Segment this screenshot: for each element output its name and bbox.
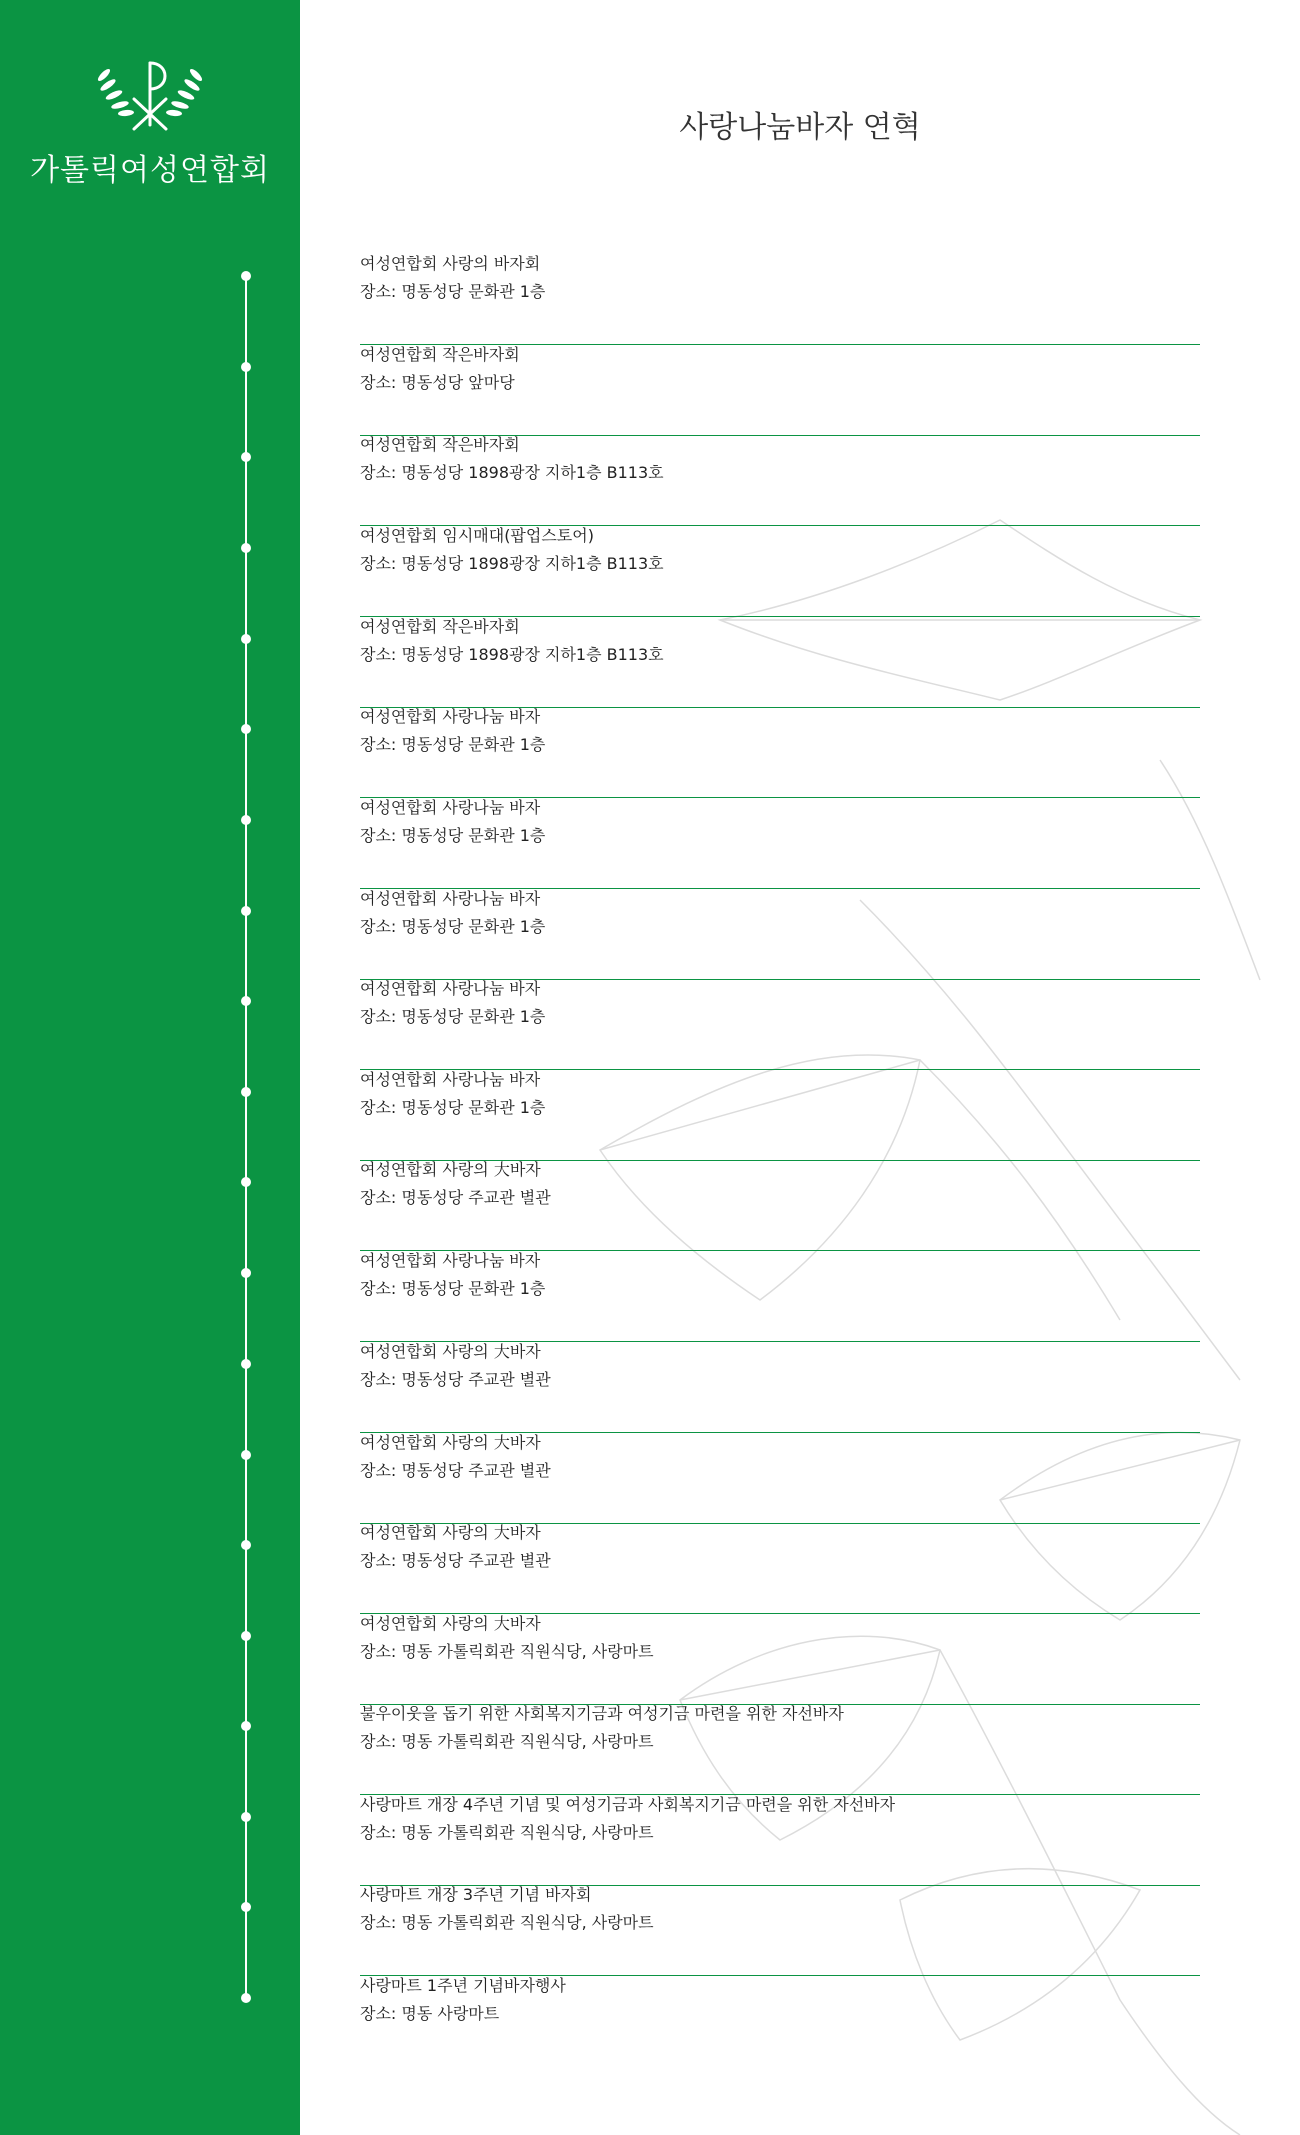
timeline-entry — [360, 1160, 1200, 1251]
entry-place: 장소: 명동성당 문화관 1층 — [360, 826, 546, 845]
timeline-dot — [241, 1721, 251, 1731]
timeline-dot — [241, 1540, 251, 1550]
timeline-dot — [241, 1177, 251, 1187]
chi-rho-wheat-icon — [90, 55, 210, 135]
entry-place: 장소: 명동성당 1898광장 지하1층 B113호 — [360, 645, 664, 664]
entry-title: 여성연합회 사랑의 大바자 — [360, 1523, 541, 1542]
entry-place: 장소: 명동 가톨릭회관 직원식당, 사랑마트 — [360, 1823, 654, 1842]
entry-place: 장소: 명동 가톨릭회관 직원식당, 사랑마트 — [360, 1732, 654, 1751]
entry-place: 장소: 명동성당 문화관 1층 — [360, 1098, 546, 1117]
main-content — [300, 0, 1300, 2135]
entry-place: 장소: 명동성당 주교관 별관 — [360, 1370, 551, 1389]
entry-title: 여성연합회 사랑나눔 바자 — [360, 707, 541, 726]
timeline-dot — [241, 1359, 251, 1369]
timeline-line — [245, 276, 247, 2001]
entry-title: 여성연합회 사랑나눔 바자 — [360, 1251, 541, 1270]
timeline-dot — [241, 1268, 251, 1278]
entry-title: 사랑마트 1주년 기념바자행사 — [360, 1976, 566, 1995]
timeline-entry — [360, 254, 1200, 345]
entry-place: 장소: 명동성당 문화관 1층 — [360, 735, 546, 754]
entry-title: 사랑마트 개장 4주년 기념 및 여성기금과 사회복지기금 마련을 위한 자선바자 — [360, 1795, 896, 1814]
timeline-dot — [241, 1450, 251, 1460]
entry-place: 장소: 명동성당 문화관 1층 — [360, 282, 546, 301]
timeline-entry — [360, 707, 1200, 798]
timeline-dot — [241, 1902, 251, 1912]
entry-title: 여성연합회 사랑의 大바자 — [360, 1160, 541, 1179]
entry-title: 여성연합회 사랑나눔 바자 — [360, 889, 541, 908]
timeline-entry — [360, 345, 1200, 436]
timeline-dot — [241, 362, 251, 372]
entry-title: 사랑마트 개장 3주년 기념 바자회 — [360, 1885, 592, 1904]
timeline-entry — [360, 617, 1200, 708]
page-title: 사랑나눔바자 연혁 — [679, 110, 921, 145]
timeline-dot — [241, 724, 251, 734]
entry-title: 여성연합회 작은바자회 — [360, 617, 520, 636]
timeline-entry — [360, 1342, 1200, 1433]
timeline-entry — [360, 979, 1200, 1070]
timeline-entry — [360, 1976, 1200, 2066]
entry-place: 장소: 명동 가톨릭회관 직원식당, 사랑마트 — [360, 1913, 654, 1932]
entry-place: 장소: 명동 가톨릭회관 직원식당, 사랑마트 — [360, 1642, 654, 1661]
timeline-dot — [241, 1993, 251, 2003]
timeline-dot — [241, 271, 251, 281]
entry-place: 장소: 명동성당 문화관 1층 — [360, 917, 546, 936]
timeline-dot — [241, 1087, 251, 1097]
entry-title: 여성연합회 임시매대(팝업스토어) — [360, 526, 594, 545]
timeline-entry — [360, 1433, 1200, 1524]
organization-logo[interactable] — [0, 55, 300, 189]
timeline-dot — [241, 634, 251, 644]
entry-title: 여성연합회 사랑의 大바자 — [360, 1342, 541, 1361]
entry-title: 여성연합회 사랑의 바자회 — [360, 254, 541, 273]
timeline-entry — [360, 798, 1200, 889]
entry-place: 장소: 명동성당 주교관 별관 — [360, 1188, 551, 1207]
entry-place: 장소: 명동성당 주교관 별관 — [360, 1551, 551, 1570]
timeline-entry — [360, 1523, 1200, 1614]
entry-place: 장소: 명동성당 문화관 1층 — [360, 1007, 546, 1026]
timeline-dot — [241, 996, 251, 1006]
timeline-entry — [360, 1795, 1200, 1886]
timeline-entry — [360, 435, 1200, 526]
entry-title: 여성연합회 사랑나눔 바자 — [360, 1070, 541, 1089]
entry-title: 여성연합회 사랑의 大바자 — [360, 1433, 541, 1452]
timeline-entry — [360, 889, 1200, 980]
timeline-dot — [241, 1812, 251, 1822]
timeline-entry — [360, 1251, 1200, 1342]
entry-place: 장소: 명동성당 1898광장 지하1층 B113호 — [360, 463, 664, 482]
entry-title: 여성연합회 작은바자회 — [360, 435, 520, 454]
entry-title: 여성연합회 사랑의 大바자 — [360, 1614, 541, 1633]
timeline-entry — [360, 526, 1200, 617]
timeline-entry — [360, 1614, 1200, 1705]
timeline-dot — [241, 815, 251, 825]
entry-place: 장소: 명동 사랑마트 — [360, 2004, 500, 2023]
timeline-entry — [360, 1070, 1200, 1161]
timeline-entry — [360, 1885, 1200, 1976]
timeline-dot — [241, 1631, 251, 1641]
sidebar — [0, 0, 300, 2135]
entry-place: 장소: 명동성당 주교관 별관 — [360, 1461, 551, 1480]
timeline-dot — [241, 452, 251, 462]
entry-title: 여성연합회 사랑나눔 바자 — [360, 798, 541, 817]
timeline-dot — [241, 906, 251, 916]
entry-title: 불우이웃을 돕기 위한 사회복지기금과 여성기금 마련을 위한 자선바자 — [360, 1704, 844, 1723]
organization-name: 가톨릭여성연합회 — [30, 153, 270, 188]
timeline-entry — [360, 1704, 1200, 1795]
entry-place: 장소: 명동성당 앞마당 — [360, 373, 515, 392]
timeline-dot — [241, 543, 251, 553]
entry-place: 장소: 명동성당 문화관 1층 — [360, 1279, 546, 1298]
entry-title: 여성연합회 사랑나눔 바자 — [360, 979, 541, 998]
entry-place: 장소: 명동성당 1898광장 지하1층 B113호 — [360, 554, 664, 573]
entry-title: 여성연합회 작은바자회 — [360, 345, 520, 364]
